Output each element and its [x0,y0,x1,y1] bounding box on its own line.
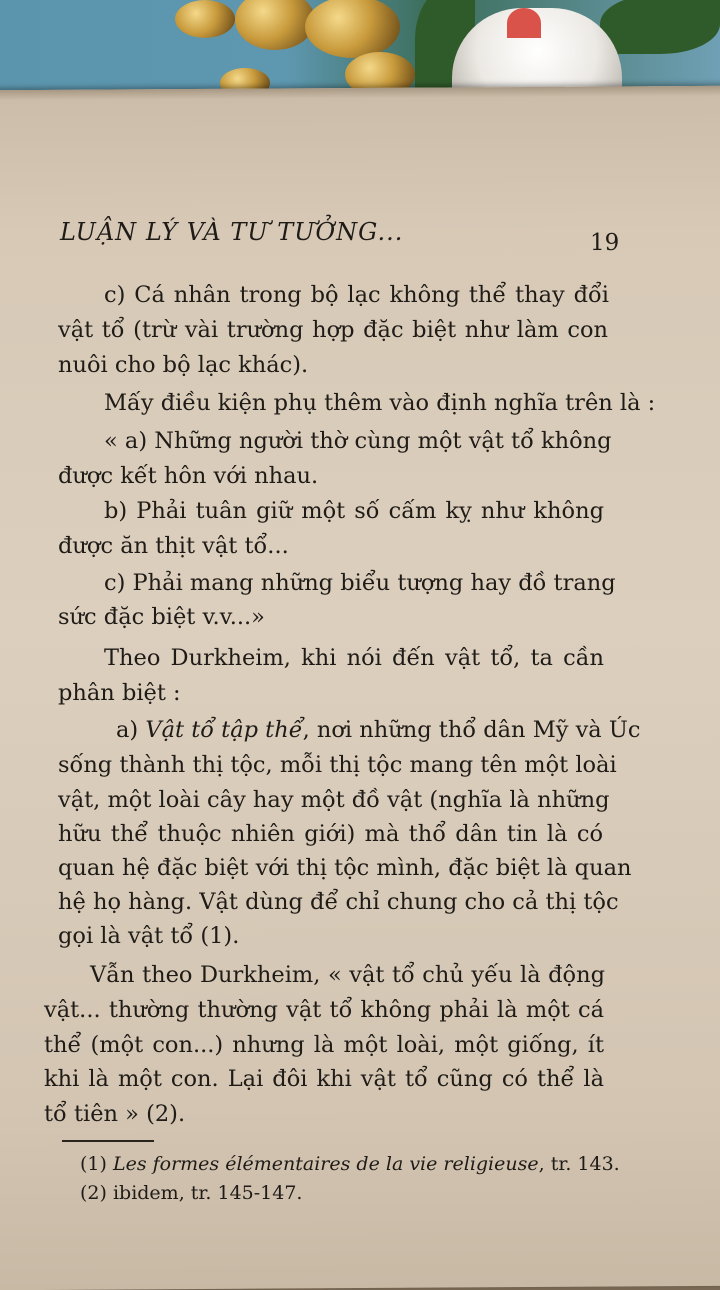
text-line: c) Phải mang những biểu tượng hay đồ trang [104,570,616,596]
text-line: sống thành thị tộc, mỗi thị tộc mang tên một loài [58,752,617,778]
list-marker: a) [116,717,146,743]
text-line: sức đặc biệt v.v...» [58,604,265,630]
text-line: Theo Durkheim, khi nói đến vật tổ, ta cần [104,645,604,671]
footnote-1 [80,1153,620,1175]
footnote-rule [62,1140,154,1142]
text-run: , nơi những thổ dân Mỹ và Úc [302,717,641,743]
text-line: Vẫn theo Durkheim, « vật tổ chủ yếu là động [90,962,605,988]
text-line: vật, một loài cây hay một đồ vật (nghĩa là những [58,787,610,813]
text-line: Mấy điều kiện phụ thêm vào định nghĩa trên là : [104,390,656,416]
footnote-text: , tr. 143. [538,1153,620,1175]
text-line: được kết hôn với nhau. [58,463,319,489]
footnote-title: Les formes élémentaires de la vie religieuse [112,1153,539,1175]
text-line [116,717,640,743]
running-title: LUẬN LÝ VÀ TƯ TƯỞNG... [60,218,404,246]
text-line: phân biệt : [58,680,181,706]
text-line: gọi là vật tổ (1). [58,923,240,949]
italic-term: Vật tổ tập thể [145,717,303,743]
text-line: khi là một con. Lại đôi khi vật tổ cũng có thể là [44,1066,604,1092]
page-number: 19 [590,230,620,256]
text-line: hữu thể thuộc nhiên giới) mà thổ dân tin là có [58,821,603,847]
text-line: vật... thường thường vật tổ không phải là một cá [44,997,604,1023]
text-line: tổ tiên » (2). [44,1101,186,1127]
text-line: hệ họ hàng. Vật dùng để chỉ chung cho cả thị tộc [58,889,619,915]
text-line: nuôi cho bộ lạc khác). [58,352,309,378]
footnote-2: (2) ibidem, tr. 145-147. [80,1182,303,1204]
text-line: c) Cá nhân trong bộ lạc không thể thay đổi [104,282,609,308]
text-line: thể (một con...) nhưng là một loài, một giống, ít [44,1032,604,1058]
text-line: b) Phải tuân giữ một số cấm kỵ như không [104,498,604,524]
text-line: « a) Những người thờ cùng một vật tổ không [104,428,612,454]
footnote-marker: (1) [80,1153,113,1175]
text-line: vật tổ (trừ vài trường hợp đặc biệt như làm con [58,317,608,343]
text-line: được ăn thịt vật tổ... [58,533,289,559]
text-line: quan hệ đặc biệt với thị tộc mình, đặc biệt là quan [58,855,632,881]
